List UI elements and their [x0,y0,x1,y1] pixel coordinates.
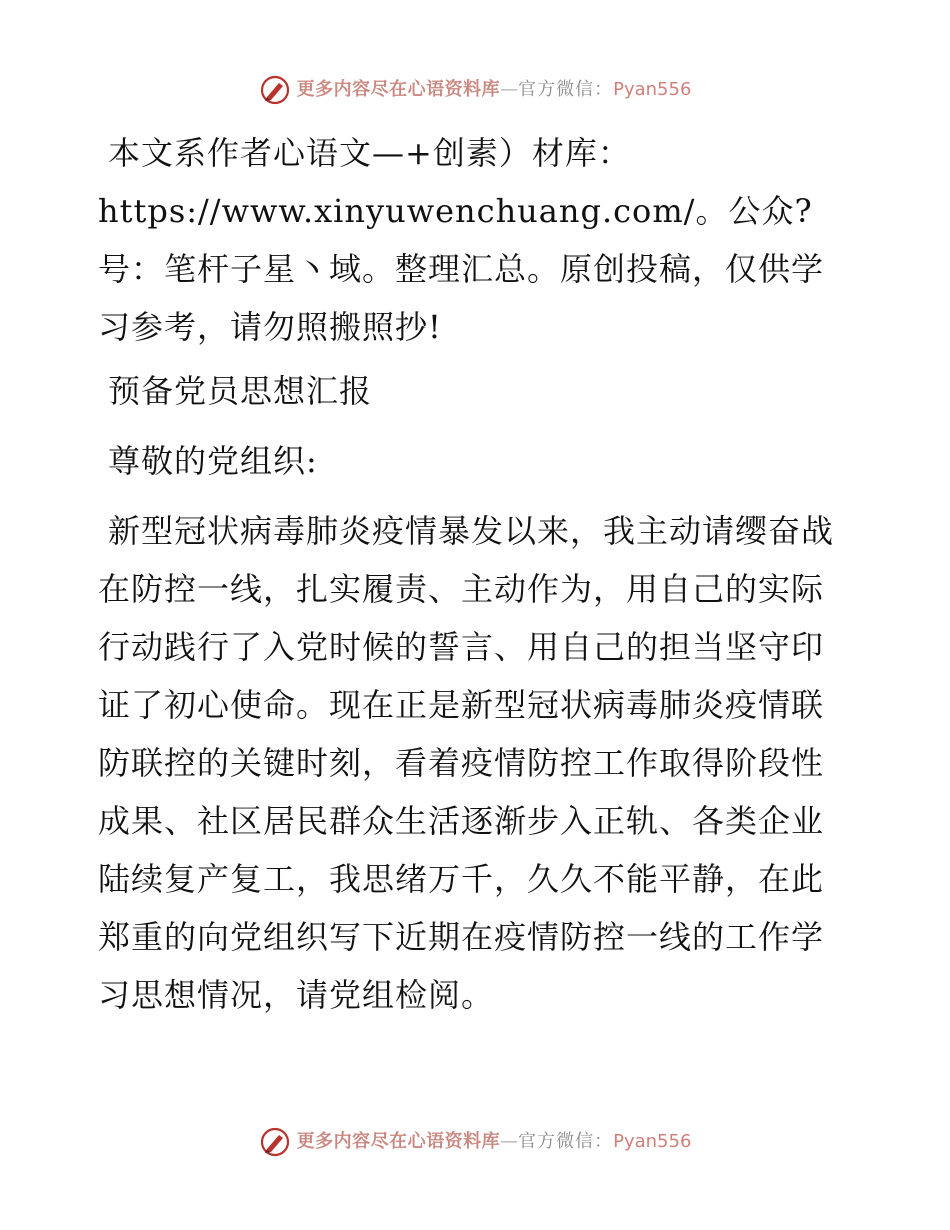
watermark-id-text: Pyan556 [613,79,692,100]
body-paragraph: 新型冠状病毒肺炎疫情暴发以来，我主动请缨奋战在防控一线，扎实履责、主动作为，用自己的实际行动践行了入党时候的誓言、用自己的担当坚守印证了初心使命。现在正是新型冠状病毒肺炎疫情联防联控的关键时刻，看着疫情防控工作取得阶段性成果、社区居民群众生活逐渐步入正轨、各类企业陆续复产复工，我思绪万千，久久不能平静，在此郑重的向党组织写下近期在疫情防控一线的工作学习思想情况，请党组检阅。 [98,512,835,1014]
pen-logo-icon [259,1126,291,1158]
watermark-dash: — [500,79,519,100]
watermark-sub-text: 官方微信： [518,1131,614,1152]
watermark-main-text: 更多内容尽在心语资料库 [296,79,501,100]
footer-watermark [0,1126,950,1158]
source-notice-paragraph: 本文系作者心语文—+创素）材库：https://www.xinyuwenchuang.com/。公众?号：笔杆子星丶域。整理汇总。原创投稿，仅供学习参考，请勿照搬照抄! [98,134,825,346]
watermark-dash: — [500,1131,519,1152]
document-title: 预备党员思想汇报 [108,372,373,410]
watermark-id-text: Pyan556 [613,1131,692,1152]
watermark-sub-text: 官方微信： [518,79,614,100]
salutation: 尊敬的党组织: [108,442,318,480]
header-watermark [0,74,950,106]
watermark-main-text: 更多内容尽在心语资料库 [296,1131,501,1152]
document-body [98,124,850,1036]
pen-logo-icon [259,74,291,106]
